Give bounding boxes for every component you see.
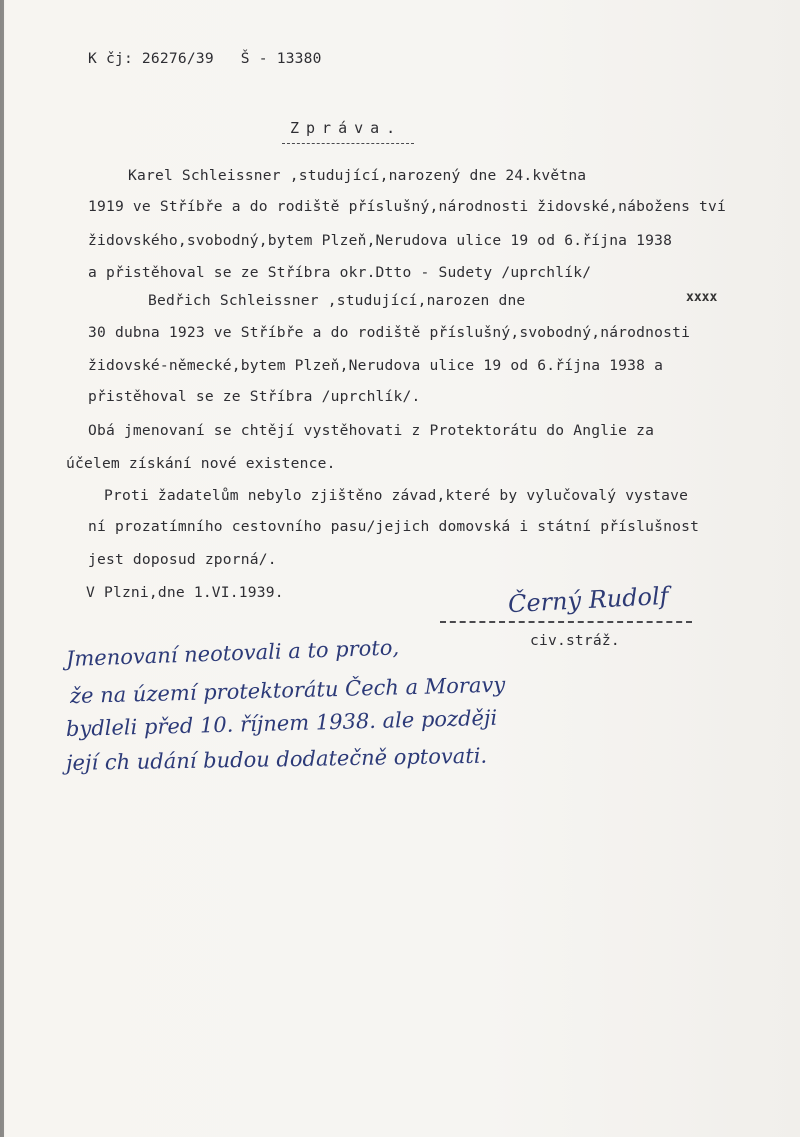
handwritten-note-line2: že na území protektorátu Čech a Moravy [69, 672, 506, 708]
para2-line2: 30 dubna 1923 ve Stříbře a do rodiště příslušný,svobodný,národnosti [88, 324, 691, 341]
struck-text-mark: xxxx [686, 290, 718, 305]
handwritten-note-line1: Jmenovaní neotovali a to proto, [65, 635, 400, 671]
para3-line1: Obá jmenovaní se chtějí vystěhovati z Protektorátu do Anglie za [88, 422, 655, 439]
para2-line4: přistěhoval se ze Stříbra /uprchlík/. [88, 388, 421, 405]
place-date: V Plzni,dne 1.VI.1939. [86, 584, 284, 601]
signature-line [440, 621, 692, 623]
para2-line1: Bedřich Schleissner ,studující,narozen dne [148, 292, 526, 309]
handwritten-note-line3: bydleli před 10. říjnem 1938. ale později [65, 705, 498, 741]
handwritten-note-line4: její ch udání budou dodatečně optovati. [65, 743, 488, 775]
para2-line3: židovské-německé,bytem Plzeň,Nerudova ulice 19 od 6.října 1938 a [88, 357, 664, 374]
signatory-title: civ.stráž. [530, 632, 620, 649]
para4-line2: ní prozatímního cestovního pasu/jejich domovská i státní příslušnost [88, 518, 700, 535]
title-underline [282, 143, 414, 144]
para4-line1: Proti žadatelům nebylo zjištěno závad,které by vylučovalý vystave [104, 487, 689, 504]
reference-number: K čj: 26276/39 Š - 13380 [88, 50, 322, 67]
para1-line3: židovského,svobodný,bytem Plzeň,Nerudova ulice 19 od 6.října 1938 [88, 232, 673, 249]
para1-line2: 1919 ve Stříbře a do rodiště příslušný,národnosti židovské,nábožens tví [88, 198, 727, 215]
para1-line1 [128, 167, 586, 185]
para3-line2: účelem získání nové existence. [66, 455, 336, 472]
handwritten-signature: Černý Rudolf [507, 581, 670, 619]
para1-line4: a přistěhoval se ze Stříbra okr.Dtto - Sudety /uprchlík/ [88, 264, 592, 281]
document-title: Zpráva. [290, 119, 403, 137]
para4-line3: jest doposud zporná/. [88, 551, 277, 568]
para1-line1-text: Karel Schleissner ,studující,narozený dne 24.května [128, 167, 587, 184]
